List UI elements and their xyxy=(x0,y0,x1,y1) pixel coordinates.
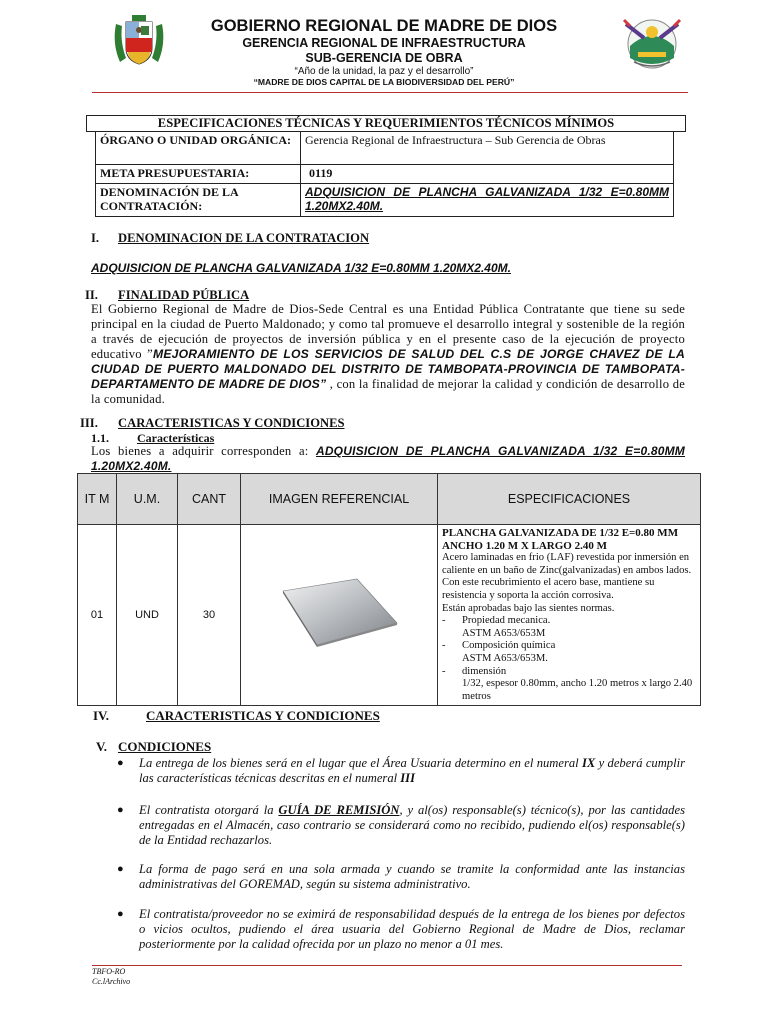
section2-num: II. xyxy=(85,288,98,302)
section5-title: CONDICIONES xyxy=(118,739,212,754)
col-header-cant: CANT xyxy=(178,474,241,525)
section1-num: I. xyxy=(91,231,100,245)
section3-num: III. xyxy=(80,416,98,430)
condition-payment-text: La forma de pago será en una sola armada y cuando se tramite la conformidad ante las instancias administrativas del GOREMAD, según su sistema administrativo. xyxy=(139,862,685,891)
condition-delivery-text-a: La entrega de los bienes será en el lugar que el Área Usuaria determino en el numeral xyxy=(139,756,582,770)
condition-remission-text-a: El contratista otorgará la xyxy=(139,803,279,817)
bullet-icon: ● xyxy=(117,757,124,769)
items-table xyxy=(77,473,701,706)
section3-title: CARACTERISTICAS Y CONDICIONES xyxy=(118,416,345,430)
spec-title: ESPECIFICACIONES TÉCNICAS Y REQUERIMIENTOS TÉCNICOS MÍNIMOS xyxy=(86,115,686,132)
cell-um: UND xyxy=(117,525,178,706)
cell-image xyxy=(241,525,438,706)
condition-payment xyxy=(117,862,685,892)
spec-prop-2-label: Composición química xyxy=(462,640,556,652)
spec-value-organo: Gerencia Regional de Infraestructura – Sub Gerencia de Obras xyxy=(301,132,674,165)
col-header-specs: ESPECIFICACIONES xyxy=(438,474,701,525)
section1-text: ADQUISICION DE PLANCHA GALVANIZADA 1/32 E=0.80MM 1.20MX2.40M. xyxy=(91,261,511,275)
spec-value-meta: 0119 xyxy=(301,165,674,184)
spec-prop-3: - dimensión xyxy=(442,665,507,677)
spec-prop-1-value: ASTM A653/653M xyxy=(462,627,546,639)
section2-paragraph xyxy=(91,302,685,407)
spec-value-denominacion: ADQUISICION DE PLANCHA GALVANIZADA 1/32 E=0.80MM 1.20MX2.40M. xyxy=(301,184,674,217)
footer-copy: Cc.lArchivo xyxy=(92,977,131,986)
spec-prop-2-value: ASTM A653/653M. xyxy=(462,652,548,664)
section1-title: DENOMINACION DE LA CONTRATACION xyxy=(118,231,370,245)
condition-responsibility-text: El contratista/proveedor no se eximirá de responsabilidad después de la entrega de los bienes por defectos o vicios ocultos, pudiendo el área usuaria del Gobierno Regional de Madre de Dios, reclamar posteriormente por la calidad ofrecida por un plazo no menor a 01 mes. xyxy=(139,907,685,951)
galvanized-sheet-image xyxy=(277,577,401,649)
items-header-row xyxy=(78,474,701,525)
header-government: GOBIERNO REGIONAL DE MADRE DE DIOS xyxy=(210,17,558,35)
header-year-motto: “Año de la unidad, la paz y el desarrollo” xyxy=(294,66,474,77)
header-divider xyxy=(92,92,688,93)
cell-specs xyxy=(438,525,701,706)
spec-row-organo xyxy=(96,132,674,165)
section4-title: CARACTERISTICAS Y CONDICIONES xyxy=(146,708,380,723)
section2-project-name: MEJORAMIENTO DE LOS SERVICIOS DE SALUD DEL C.S DE JORGE CHAVEZ DE LA CIUDAD DE PUERTO MALDONADO DEL DISTRITO DE TAMBOPATA-PROVINCIA DE TAMBOPATA-DEPARTAMENTO DE MADRE DE DIOS” xyxy=(91,347,685,391)
spec-label-denominacion: DENOMINACIÓN DE LA CONTRATACIÓN: xyxy=(96,184,301,217)
cell-cant: 30 xyxy=(178,525,241,706)
condition-remission-text-c: , y al(os) responsable(s) técnico(s), por las cantidades entregadas en el Almacén, caso contrario se considerará como no recibido, pudiendo el(os) responsable(s) de la Entidad rechazarlos. xyxy=(139,803,685,847)
bullet-icon: ● xyxy=(117,804,124,816)
condition-responsibility xyxy=(117,907,685,952)
col-header-item: IT M xyxy=(78,474,117,525)
bullet-icon: ● xyxy=(117,863,124,875)
footer-divider xyxy=(92,965,682,966)
header-gerencia: GERENCIA REGIONAL DE INFRAESTRUCTURA xyxy=(242,36,526,50)
spec-item-description: Acero laminadas en frio (LAF) revestida por inmersión en caliente en un baño de Zinc(galvanizadas) en ambos lados. Con este recubrimiento el acero base, mantiene su resistencia y soporta la acción corrosiva. xyxy=(442,552,692,601)
condition-delivery-text-c: y deberá cumplir las características técnicas descritas en el numeral xyxy=(139,756,686,785)
spec-item-title: PLANCHA GALVANIZADA DE 1/32 E=0.80 MM ANCHO 1.20 M X LARGO 2.40 M xyxy=(442,527,679,552)
spec-label-meta: META PRESUPUESTARIA: xyxy=(96,165,301,184)
spec-prop-2: - Composición química xyxy=(442,640,556,652)
spec-prop-3-value: 1/32, espesor 0.80mm, ancho 1.20 metros x largo 2.40 metros xyxy=(462,678,693,702)
section2-text-a: El Gobierno Regional de Madre de Dios-Sede Central es una Entidad Pública Contratante que tiene su sede principal en la ciudad de Puerto Maldonado; y como tal promueve el desarrollo integral y sostenible de la región a través de ejecución de proyectos de inversión pública y en el presente caso de la ejecución de proyecto educativo ” xyxy=(91,302,685,361)
header-capital-motto: “MADRE DE DIOS CAPITAL DE LA BIODIVERSIDAD DEL PERÚ” xyxy=(253,77,515,87)
section3-sub-num: 1.1. xyxy=(91,431,109,445)
spec-row-meta xyxy=(96,165,674,184)
spec-prop-1: - Propiedad mecanica. xyxy=(442,615,551,627)
footer-initials: TBFO-RO xyxy=(92,967,126,976)
col-header-image: IMAGEN REFERENCIAL xyxy=(241,474,438,525)
section3-lead-item: ADQUISICION DE PLANCHA GALVANIZADA 1/32 E=0.80MM 1.20MX2.40M. xyxy=(91,444,685,473)
spec-prop-1-label: Propiedad mecanica. xyxy=(462,615,551,627)
condition-delivery-iii: III xyxy=(400,771,415,785)
condition-delivery-ix: IX xyxy=(582,756,596,770)
condition-remission-guide: GUÍA DE REMISIÓN xyxy=(278,803,400,817)
cell-item: 01 xyxy=(78,525,117,706)
section4-num: IV. xyxy=(93,708,110,723)
condition-delivery xyxy=(117,756,686,786)
condition-remission xyxy=(117,803,685,848)
section2-title: FINALIDAD PÚBLICA xyxy=(118,288,250,302)
bullet-icon: ● xyxy=(117,908,124,920)
spec-prop-3-label: dimensión xyxy=(462,665,507,677)
table-row xyxy=(78,525,701,706)
header-subgerencia: SUB-GERENCIA DE OBRA xyxy=(305,51,463,65)
spec-table xyxy=(95,131,674,217)
spec-row-denominacion xyxy=(96,184,674,217)
section3-sub-title: Características xyxy=(137,431,215,445)
spec-item-norms: Están aprobadas bajo las sientes normas. xyxy=(442,602,615,614)
section3-lead xyxy=(91,444,685,474)
section2-text-c: , con la finalidad de mejorar la calidad y condición de desarrollo de la comunidad. xyxy=(91,377,685,406)
section3-lead-text: Los bienes a adquirir corresponden a: xyxy=(91,444,316,458)
col-header-um: U.M. xyxy=(117,474,178,525)
section5-num: V. xyxy=(96,739,107,754)
spec-label-organo: ÓRGANO O UNIDAD ORGÁNICA: xyxy=(96,132,301,165)
